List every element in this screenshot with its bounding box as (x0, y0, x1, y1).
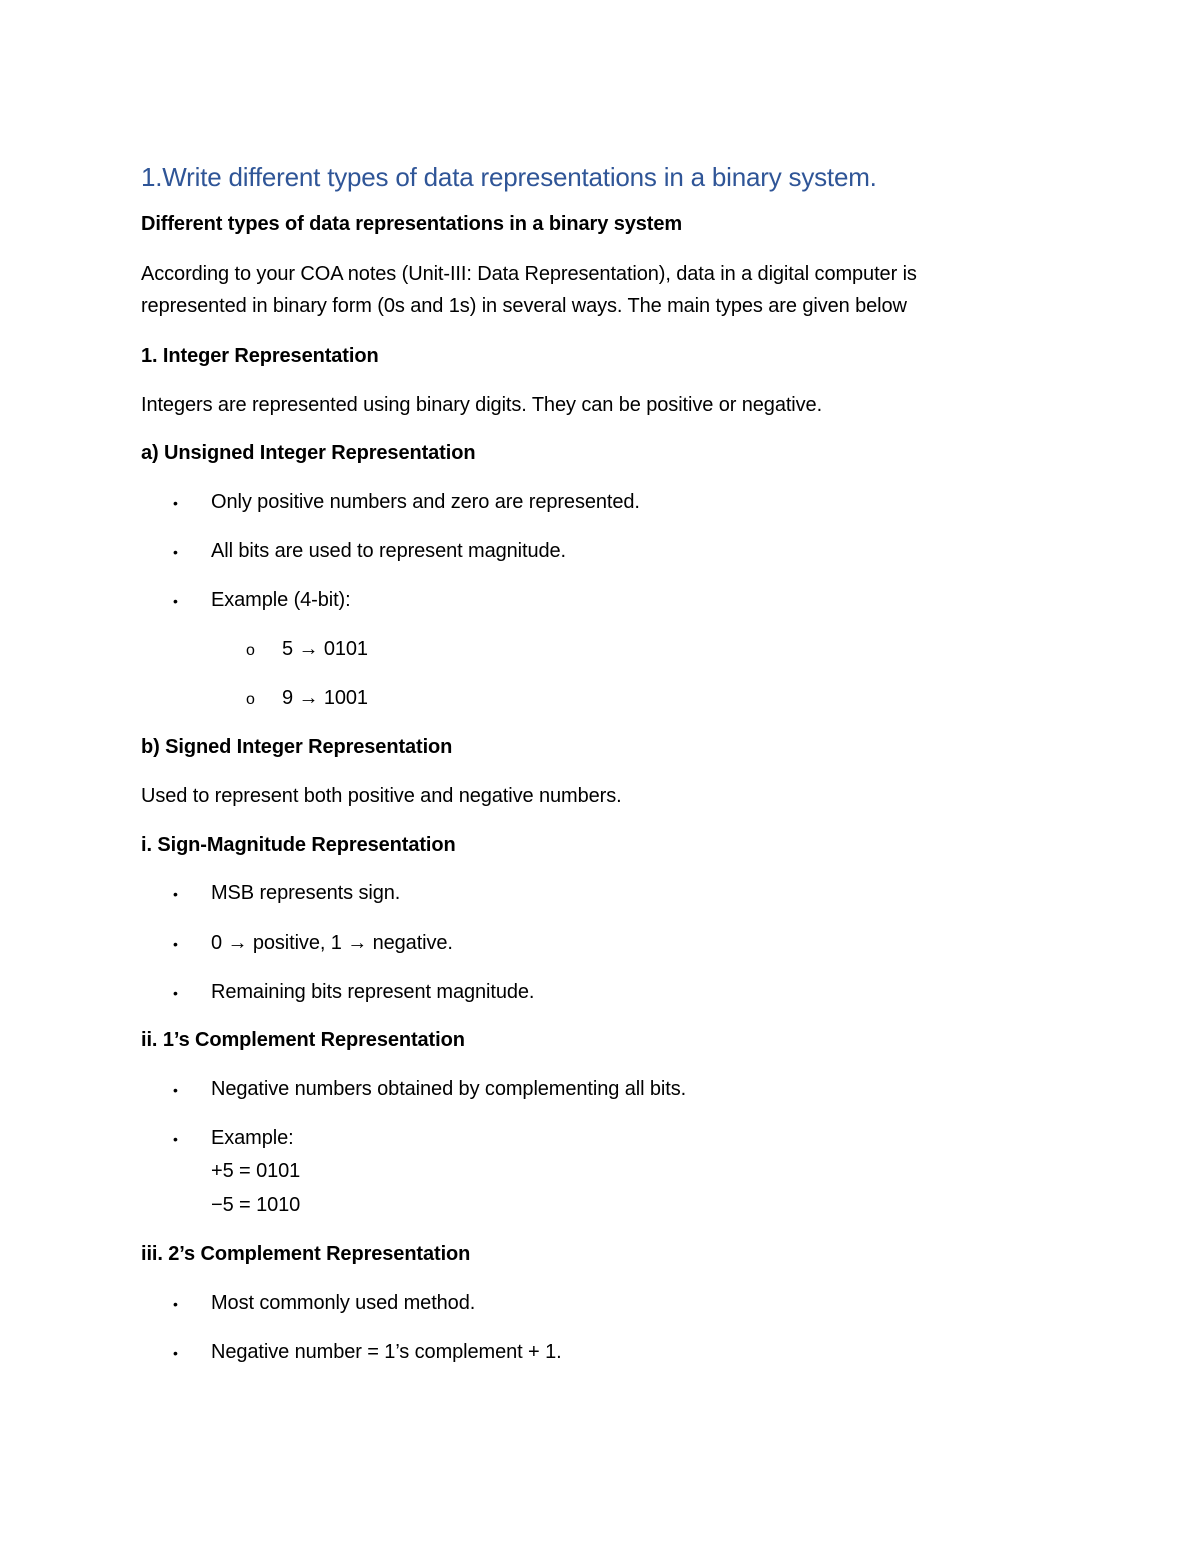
unsigned-bullet-3: Example (4-bit): (211, 589, 351, 611)
sign-magnitude-bullet-3: Remaining bits represent magnitude. (211, 981, 535, 1003)
sign-magnitude-heading: i. Sign-Magnitude Representation (141, 834, 456, 856)
bullet-icon: • (173, 593, 178, 609)
integer-heading: 1. Integer Representation (141, 345, 379, 367)
bullet-icon: • (173, 1296, 178, 1312)
bullet-icon: • (173, 886, 178, 902)
ones-complement-example-2: −5 = 1010 (211, 1194, 301, 1216)
intro-line-1: According to your COA notes (Unit-III: Data Representation), data in a digital computer is (141, 263, 917, 285)
twos-complement-heading: iii. 2’s Complement Representation (141, 1243, 471, 1265)
ones-complement-example-1: +5 = 0101 (211, 1160, 301, 1182)
unsigned-heading: a) Unsigned Integer Representation (141, 442, 476, 464)
bullet-icon: • (173, 936, 178, 952)
unsigned-bullet-1: Only positive numbers and zero are represented. (211, 491, 640, 513)
integer-text: Integers are represented using binary digits. They can be positive or negative. (141, 394, 823, 416)
unsigned-example-1: 5 → 0101 (282, 638, 368, 660)
sign-magnitude-bullet-2: 0 → positive, 1 → negative. (211, 932, 453, 954)
bullet-icon: • (173, 1082, 178, 1098)
signed-text: Used to represent both positive and negative numbers. (141, 785, 622, 807)
ones-complement-bullet-2: Example: (211, 1127, 294, 1149)
signed-heading: b) Signed Integer Representation (141, 736, 453, 758)
bullet-icon: • (173, 1131, 178, 1147)
intro-line-2: represented in binary form (0s and 1s) in several ways. The main types are given below (141, 295, 907, 317)
twos-complement-bullet-2: Negative number = 1’s complement + 1. (211, 1341, 562, 1363)
question-title: 1.Write different types of data representations in a binary system. (141, 162, 877, 192)
sub-bullet-icon: o (246, 691, 255, 708)
sign-magnitude-bullet-1: MSB represents sign. (211, 882, 401, 904)
unsigned-bullet-2: All bits are used to represent magnitude. (211, 540, 566, 562)
bullet-icon: • (173, 985, 178, 1001)
sub-bullet-icon: o (246, 642, 255, 659)
ones-complement-heading: ii. 1’s Complement Representation (141, 1029, 465, 1051)
bullet-icon: • (173, 1345, 178, 1361)
ones-complement-bullet-1: Negative numbers obtained by complementing all bits. (211, 1078, 687, 1100)
bullet-icon: • (173, 495, 178, 511)
bullet-icon: • (173, 544, 178, 560)
twos-complement-bullet-1: Most commonly used method. (211, 1292, 476, 1314)
section-heading: Different types of data representations in a binary system (141, 213, 683, 235)
unsigned-example-2: 9 → 1001 (282, 687, 368, 709)
